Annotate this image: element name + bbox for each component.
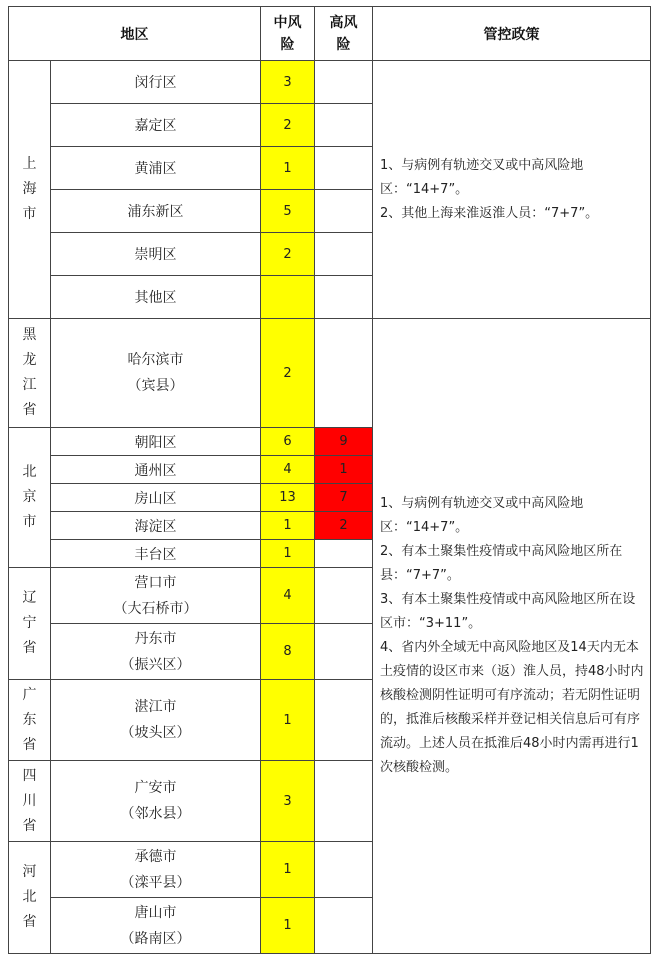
district-cell bbox=[51, 624, 261, 680]
high-risk-count: 7 bbox=[315, 484, 373, 512]
high-risk-count: 1 bbox=[315, 456, 373, 484]
district-name: 朝阳区 bbox=[134, 434, 177, 451]
mid-risk-count: 1 bbox=[261, 540, 315, 568]
high-risk-count bbox=[315, 276, 373, 319]
district-name: 广安市 bbox=[134, 780, 177, 796]
district-subarea: （路南区） bbox=[120, 930, 191, 947]
mid-risk-count: 4 bbox=[261, 456, 315, 484]
high-risk-count bbox=[315, 104, 373, 147]
high-risk-count bbox=[315, 680, 373, 761]
district-cell bbox=[51, 540, 261, 568]
policy-item: 1、与病例有轨迹交叉或中高风险地区：“14+7”。 bbox=[380, 157, 584, 197]
mid-risk-count: 2 bbox=[261, 104, 315, 147]
high-risk-count bbox=[315, 61, 373, 104]
district-subarea: （大石桥市） bbox=[113, 600, 198, 617]
mid-risk-count: 3 bbox=[261, 761, 315, 842]
district-cell bbox=[51, 842, 261, 898]
district-cell bbox=[51, 568, 261, 624]
mid-risk-count bbox=[261, 276, 315, 319]
policy-item: 3、有本土聚集性疫情或中高风险地区所在设区市：“3+11”。 bbox=[380, 592, 636, 631]
district-name: 崇明区 bbox=[134, 247, 177, 263]
mid-risk-count: 1 bbox=[261, 147, 315, 190]
district-subarea: （振兴区） bbox=[120, 656, 191, 673]
risk-area-table bbox=[8, 6, 651, 954]
province-cell: 上 海 市 bbox=[9, 61, 51, 319]
high-risk-count bbox=[315, 540, 373, 568]
high-risk-count bbox=[315, 190, 373, 233]
district-cell bbox=[51, 680, 261, 761]
district-cell bbox=[51, 484, 261, 512]
high-risk-count bbox=[315, 568, 373, 624]
district-name: 唐山市 bbox=[134, 904, 177, 921]
mid-risk-count: 1 bbox=[261, 680, 315, 761]
high-risk-count bbox=[315, 624, 373, 680]
district-name: 房山区 bbox=[134, 490, 177, 507]
district-name: 黄浦区 bbox=[134, 161, 177, 177]
province-cell: 广 东 省 bbox=[9, 680, 51, 761]
district-cell bbox=[51, 456, 261, 484]
policy-item: 1、与病例有轨迹交叉或中高风险地区：“14+7”。 bbox=[380, 496, 584, 535]
high-risk-count bbox=[315, 233, 373, 276]
district-cell bbox=[51, 319, 261, 428]
mid-risk-count: 5 bbox=[261, 190, 315, 233]
province-cell: 四 川 省 bbox=[9, 761, 51, 842]
district-subarea: （邻水县） bbox=[120, 806, 191, 822]
district-cell bbox=[51, 233, 261, 276]
policy-item: 2、有本土聚集性疫情或中高风险地区所在县：“7+7”。 bbox=[380, 544, 623, 583]
table-row bbox=[9, 319, 651, 428]
district-subarea: （宾县） bbox=[127, 378, 184, 394]
high-risk-count bbox=[315, 147, 373, 190]
district-cell bbox=[51, 190, 261, 233]
header-high-risk bbox=[315, 7, 373, 61]
district-name: 丹东市 bbox=[134, 630, 177, 647]
mid-risk-count: 4 bbox=[261, 568, 315, 624]
header-region: 地区 bbox=[9, 7, 261, 61]
province-cell: 黑 龙 江 省 bbox=[9, 319, 51, 428]
district-cell bbox=[51, 898, 261, 954]
province-cell: 辽 宁 省 bbox=[9, 568, 51, 680]
district-cell bbox=[51, 512, 261, 540]
province-cell: 北 京 市 bbox=[9, 428, 51, 568]
header-high-risk-label: 高风 险 bbox=[329, 14, 358, 53]
header-policy: 管控政策 bbox=[373, 7, 651, 61]
province-cell: 河 北 省 bbox=[9, 842, 51, 954]
district-cell bbox=[51, 761, 261, 842]
high-risk-count bbox=[315, 319, 373, 428]
district-cell bbox=[51, 104, 261, 147]
district-cell bbox=[51, 147, 261, 190]
district-subarea: （坡头区） bbox=[120, 725, 191, 741]
mid-risk-count: 1 bbox=[261, 512, 315, 540]
district-cell bbox=[51, 61, 261, 104]
policy-others bbox=[373, 319, 651, 954]
header-row bbox=[9, 7, 651, 61]
policy-item: 2、其他上海来淮返淮人员：“7+7”。 bbox=[380, 205, 599, 221]
district-name: 闵行区 bbox=[134, 75, 177, 91]
mid-risk-count: 3 bbox=[261, 61, 315, 104]
district-cell bbox=[51, 276, 261, 319]
district-name: 嘉定区 bbox=[134, 118, 177, 134]
policy-item: 4、省内外全域无中高风险地区及14天内无本土疫情的设区市来（返）淮人员，持48小时内核酸检测阴性证明可有序流动；若无阴性证明的，抵淮后核酸采样并登记相关信息后可有序流动。上述人员在抵淮后48小时内需再进行1次核酸检测。 bbox=[380, 640, 644, 775]
mid-risk-count: 6 bbox=[261, 428, 315, 456]
mid-risk-count: 1 bbox=[261, 898, 315, 954]
district-name: 营口市 bbox=[134, 574, 177, 591]
district-subarea: （滦平县） bbox=[120, 874, 191, 891]
mid-risk-count: 2 bbox=[261, 319, 315, 428]
district-name: 承德市 bbox=[134, 848, 177, 865]
district-name: 湛江市 bbox=[134, 699, 177, 715]
high-risk-count bbox=[315, 898, 373, 954]
high-risk-count: 9 bbox=[315, 428, 373, 456]
district-name: 其他区 bbox=[134, 290, 177, 306]
district-name: 哈尔滨市 bbox=[127, 352, 184, 368]
high-risk-count bbox=[315, 842, 373, 898]
high-risk-count bbox=[315, 761, 373, 842]
district-name: 丰台区 bbox=[134, 546, 177, 563]
mid-risk-count: 13 bbox=[261, 484, 315, 512]
header-mid-risk-label: 中风 险 bbox=[273, 14, 302, 53]
district-cell bbox=[51, 428, 261, 456]
district-name: 通州区 bbox=[134, 462, 177, 479]
mid-risk-count: 8 bbox=[261, 624, 315, 680]
table-row bbox=[9, 61, 651, 104]
mid-risk-count: 2 bbox=[261, 233, 315, 276]
header-mid-risk bbox=[261, 7, 315, 61]
policy-shanghai bbox=[373, 61, 651, 319]
district-name: 浦东新区 bbox=[127, 204, 184, 220]
high-risk-count: 2 bbox=[315, 512, 373, 540]
mid-risk-count: 1 bbox=[261, 842, 315, 898]
district-name: 海淀区 bbox=[134, 518, 177, 535]
